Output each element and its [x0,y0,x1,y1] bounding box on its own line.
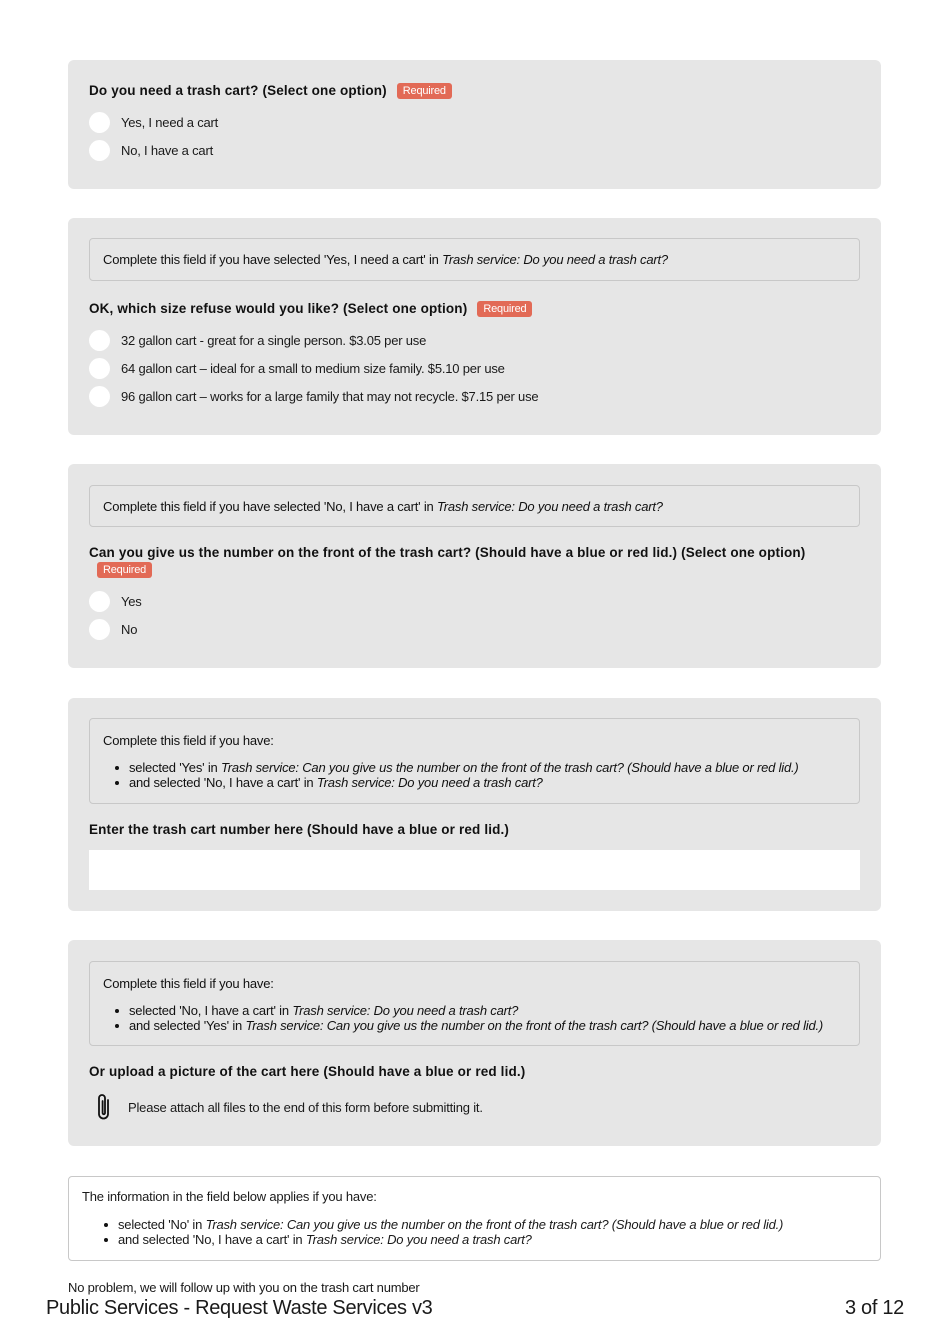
condition-text: Complete this field if you have selected 'Yes, I need a cart' in Trash service: Do you need a trash cart? [103,252,668,267]
condition-item: and selected 'No, I have a cart' in Trash service: Do you need a trash cart? [114,775,799,790]
option-label: 64 gallon cart – ideal for a small to medium size family. $5.10 per use [121,360,505,376]
radio-option-no-have-cart[interactable] [89,139,213,161]
condition-text: Complete this field if you have selected 'No, I have a cart' in Trash service: Do you need a trash cart? [103,499,663,514]
condition-box [89,961,860,1046]
condition-item: and selected 'No, I have a cart' in Trash service: Do you need a trash cart? [103,1232,783,1247]
radio-option-64-gallon[interactable] [89,357,505,379]
condition-box [89,718,860,804]
question-title: Do you need a trash cart? (Select one option) Required [89,83,452,99]
condition-item: selected 'No' in Trash service: Can you give us the number on the front of the trash cart? (Should have a blue or red lid.) [103,1217,783,1232]
condition-intro: Complete this field if you have: [103,733,274,748]
attachment-notice[interactable] [96,1092,483,1122]
condition-item: selected 'No, I have a cart' in Trash service: Do you need a trash cart? [114,1003,823,1018]
radio-option-32-gallon[interactable] [89,329,426,351]
option-label: No [121,621,138,637]
condition-list [103,1217,783,1247]
question-title: Can you give us the number on the front of the trash cart? (Should have a blue or red lid.) (Select one option) [89,545,806,560]
option-label: Yes, I need a cart [121,114,219,130]
question-card-cart-number-entry [68,698,881,911]
radio-button[interactable] [89,386,110,407]
condition-box [89,485,860,527]
required-badge: Required [397,83,452,99]
condition-intro: Complete this field if you have: [103,976,274,991]
radio-button[interactable] [89,330,110,351]
condition-box [89,238,860,281]
question-title: Enter the trash cart number here (Should have a blue or red lid.) [89,822,510,837]
question-card-need-cart [68,60,881,189]
radio-option-no[interactable] [89,618,137,640]
option-label: 96 gallon cart – works for a large family that may not recycle. $7.15 per use [121,388,539,404]
info-condition-box [68,1176,881,1261]
condition-item: and selected 'Yes' in Trash service: Can you give us the number on the front of the trash cart? (Should have a blue or red lid.) [114,1018,823,1033]
cart-number-input[interactable] [89,850,860,890]
attachment-text: Please attach all files to the end of this form before submitting it. [128,1099,483,1115]
required-badge: Required [477,301,532,317]
follow-up-message: No problem, we will follow up with you on the trash cart number [68,1280,420,1295]
condition-list [114,1003,823,1033]
option-label: Yes [121,593,142,609]
question-card-cart-number-known [68,464,881,668]
radio-button[interactable] [89,112,110,133]
required-badge: Required [97,562,152,578]
condition-item: selected 'Yes' in Trash service: Can you give us the number on the front of the trash cart? (Should have a blue or red lid.) [114,760,799,775]
radio-button[interactable] [89,591,110,612]
radio-option-yes-need-cart[interactable] [89,111,218,133]
radio-button[interactable] [89,619,110,640]
condition-list [114,760,799,790]
page-number: 3 of 12 [844,1297,904,1319]
radio-option-yes[interactable] [89,590,142,612]
paperclip-icon [96,1092,112,1122]
question-card-cart-photo-upload [68,940,881,1146]
radio-button[interactable] [89,140,110,161]
question-title: Or upload a picture of the cart here (Should have a blue or red lid.) [89,1064,526,1079]
question-title: OK, which size refuse would you like? (Select one option) Required [89,301,532,317]
option-label: No, I have a cart [121,142,213,158]
question-card-cart-size [68,218,881,435]
form-title-footer: Public Services - Request Waste Services v3 [46,1297,433,1319]
option-label: 32 gallon cart - great for a single person. $3.05 per use [121,332,427,348]
radio-button[interactable] [89,358,110,379]
radio-option-96-gallon[interactable] [89,385,538,407]
condition-intro: The information in the field below applies if you have: [82,1189,377,1204]
